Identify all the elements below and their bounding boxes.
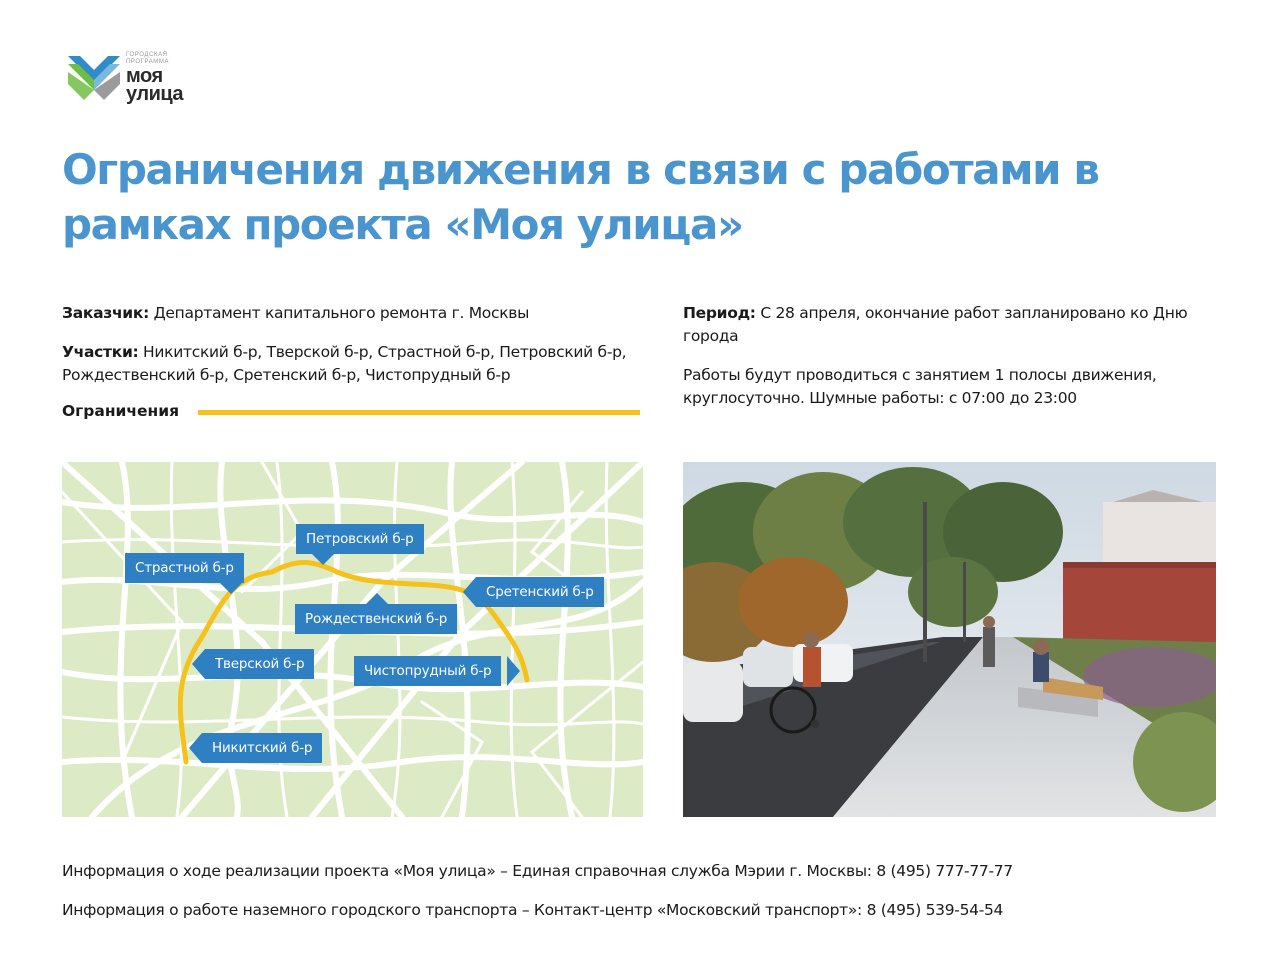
label-rozhdestvensky: Рождественский б-р (295, 604, 457, 634)
pointer-nikitsky (189, 733, 202, 763)
pointer-petrovsky (312, 554, 334, 565)
works-info: Работы будут проводиться с занятием 1 полосы движения, круглосуточно. Шумные работы: с 07:00 до 23:00 (683, 366, 1157, 407)
restrictions-heading: Ограничения (62, 402, 180, 420)
label-tverskoy: Тверской б-р (205, 649, 314, 679)
customer-value: Департамент капитального ремонта г. Москвы (148, 304, 530, 322)
label-petrovsky: Петровский б-р (296, 524, 424, 554)
route-map (62, 462, 643, 817)
street-map-graphic (62, 462, 643, 817)
pointer-rozhdestvensky (366, 593, 388, 604)
period-label: Период: (683, 304, 756, 322)
label-strastnoy: Страстной б-р (125, 553, 244, 583)
label-nikitsky: Никитский б-р (202, 733, 322, 763)
my-street-logo (66, 48, 216, 108)
sections-value: Никитский б-р, Тверской б-р, Страстной б-р, Петровский б-р, Рождественский б-р, Сретенский б-р, Чистопрудный б-р (62, 343, 627, 384)
pointer-sretensky (463, 577, 476, 607)
street-visualization-image (683, 462, 1216, 817)
logo-word-1: моя (126, 65, 163, 87)
logo-mark-icon (66, 50, 122, 106)
logo-word-2: улица (126, 83, 184, 105)
label-chistoprudny: Чистопрудный б-р (354, 656, 501, 686)
period-value: С 28 апреля, окончание работ запланировано ко Дню города (683, 304, 1188, 345)
period-info (683, 302, 1213, 348)
sections-label: Участки: (62, 343, 139, 361)
footer-info-line-1: Информация о ходе реализации проекта «Моя улица» – Единая справочная служба Мэрии г. Москвы: 8 (495) 777-77-77 (62, 862, 1013, 880)
label-sretensky: Сретенский б-р (476, 577, 604, 607)
page-title: Ограничения движения в связи с работами в рамках проекта «Моя улица» (62, 145, 1099, 249)
sections-info (62, 341, 632, 387)
logo-small-line1: ГОРОДСКАЯ (126, 52, 168, 58)
footer-info-line-2: Информация о работе наземного городского транспорта – Контакт-центр «Московский транспорт»: 8 (495) 539-54-54 (62, 901, 1004, 919)
pointer-tverskoy (192, 649, 205, 679)
restrictions-divider (198, 410, 640, 415)
customer-info (62, 302, 632, 325)
pointer-strastnoy (220, 583, 242, 594)
pointer-chistoprudny (507, 656, 520, 686)
street-scene-graphic (683, 462, 1216, 817)
logo-small-line2: ПРОГРАММА (126, 59, 170, 65)
customer-label: Заказчик: (62, 304, 149, 322)
